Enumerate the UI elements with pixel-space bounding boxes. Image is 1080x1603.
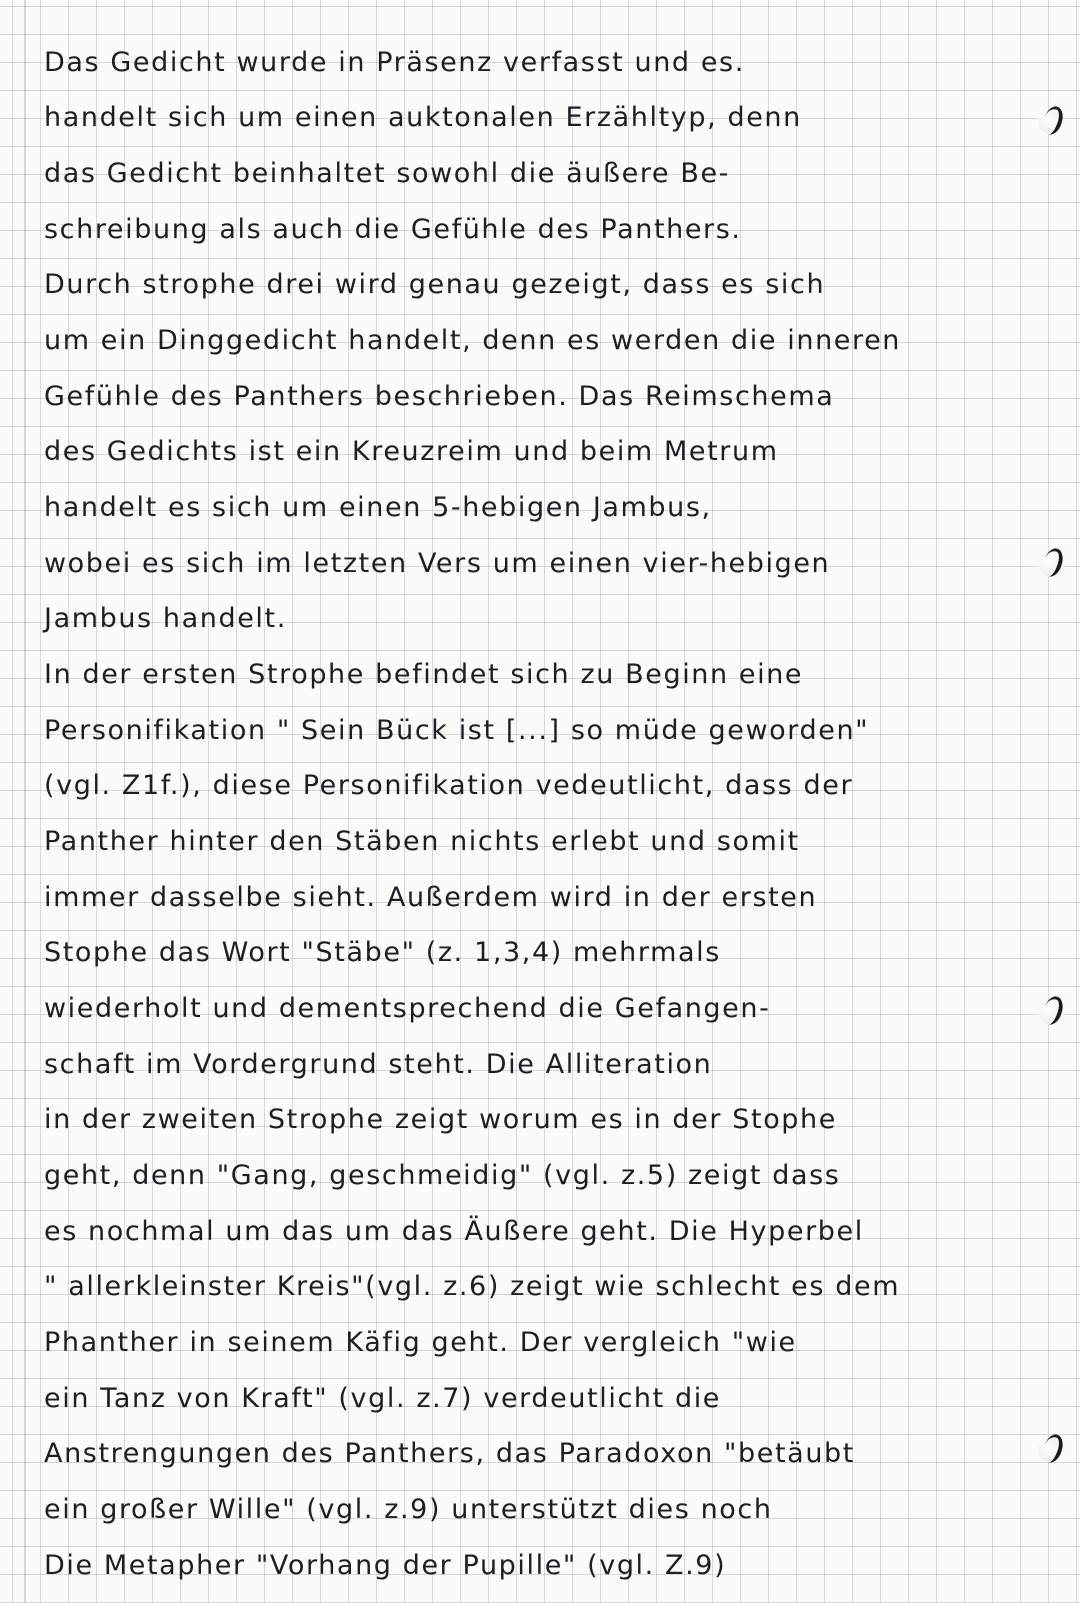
text-line: wobei es sich im letzten Vers um einen vier-hebigen bbox=[44, 548, 831, 579]
text-line: schaft im Vordergrund steht. Die Alliteration bbox=[44, 1049, 713, 1080]
text-line: schreibung als auch die Gefühle des Panthers. bbox=[44, 214, 742, 245]
text-line: handelt sich um einen auktonalen Erzähltyp, denn bbox=[44, 102, 802, 133]
text-line: In der ersten Strophe befindet sich zu Beginn eine bbox=[44, 659, 804, 690]
text-line: das Gedicht beinhaltet sowohl die äußere Be- bbox=[44, 158, 730, 189]
text-line: in der zweiten Strophe zeigt worum es in der Stophe bbox=[44, 1104, 837, 1135]
text-line: Durch strophe drei wird genau gezeigt, dass es sich bbox=[44, 269, 826, 300]
text-line: des Gedichts ist ein Kreuzreim und beim Metrum bbox=[44, 436, 779, 467]
text-line: ein Tanz von Kraft" (vgl. z.7) verdeutlicht die bbox=[44, 1383, 722, 1414]
text-line: (vgl. Z1f.), diese Personifikation vedeutlicht, dass der bbox=[44, 770, 854, 801]
text-line: Die Metapher "Vorhang der Pupille" (vgl. Z.9) bbox=[44, 1550, 727, 1581]
text-line: wiederholt und dementsprechend die Gefangen- bbox=[44, 993, 771, 1024]
text-line: Stophe das Wort "Stäbe" (z. 1,3,4) mehrmals bbox=[44, 937, 721, 968]
text-line: Das Gedicht wurde in Präsenz verfasst und es. bbox=[44, 47, 745, 78]
text-line: Jambus handelt. bbox=[44, 603, 287, 634]
text-line: es nochmal um das um das Äußere geht. Die Hyperbel bbox=[44, 1216, 864, 1247]
text-line: Anstrengungen des Panthers, das Paradoxon "betäubt bbox=[44, 1438, 855, 1469]
text-line: Personifikation " Sein Bück ist [...] so müde geworden" bbox=[44, 715, 870, 746]
text-line: Gefühle des Panthers beschrieben. Das Reimschema bbox=[44, 381, 835, 412]
text-line: Panther hinter den Stäben nichts erlebt und somit bbox=[44, 826, 800, 857]
text-line: um ein Dinggedicht handelt, denn es werden die inneren bbox=[44, 325, 902, 356]
text-line: " allerkleinster Kreis"(vgl. z.6) zeigt wie schlecht es dem bbox=[44, 1271, 901, 1302]
text-line: Phanther in seinem Käfig geht. Der vergleich "wie bbox=[44, 1327, 797, 1358]
text-line: ein großer Wille" (vgl. z.9) unterstützt dies noch bbox=[44, 1494, 773, 1525]
text-line: immer dasselbe sieht. Außerdem wird in der ersten bbox=[44, 882, 818, 913]
text-line: geht, denn "Gang, geschmeidig" (vgl. z.5) zeigt dass bbox=[44, 1160, 841, 1191]
text-line: handelt es sich um einen 5-hebigen Jambus, bbox=[44, 492, 712, 523]
